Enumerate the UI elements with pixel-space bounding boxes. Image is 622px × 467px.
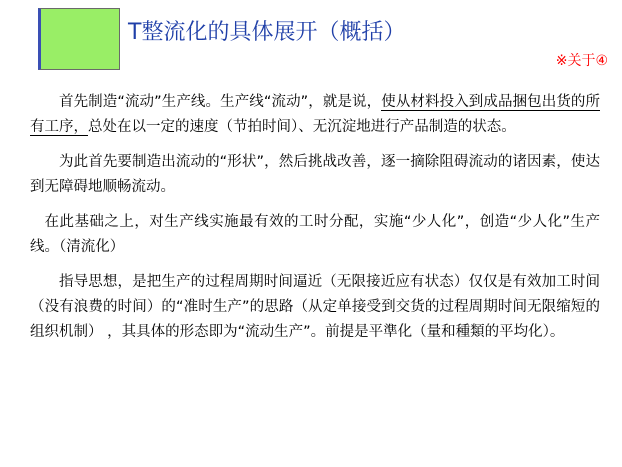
paragraph-4 (30, 270, 600, 345)
slide-body (30, 90, 600, 355)
slide-header (0, 0, 622, 86)
text-segment: 为此首先要制造出流动的“形状”，然后挑战改善，逐一摘除阻碍流动的诸因素，使达到无障碍地顺畅流动。 (30, 154, 600, 195)
slide-subtitle-note: ※关于④ (555, 53, 608, 69)
text-segment: 在此基础之上，对生产线实施最有效的工时分配，实施“少人化”，创造“少人化”生产线。（清流化） (30, 214, 600, 255)
text-segment: 首先制造“流动”生产线。生产线“流动”，就是说， (59, 94, 382, 110)
page-title: T整流化的具体展开（概括） (128, 20, 406, 45)
text-segment-underlined: 使从材料投入到成品捆包出货的所有工序， (30, 94, 601, 135)
paragraph-1 (30, 90, 600, 140)
green-logo-placeholder (38, 8, 120, 70)
text-segment: 总处在以一定的速度（节拍时间）、无沉淀地进行产品制造的状态。 (88, 119, 516, 135)
paragraph-3 (30, 210, 600, 260)
paragraph-2 (30, 150, 600, 200)
text-segment: 指导思想，是把生产的过程周期时间逼近（无限接近应有状态）仅仅是有效加工时间（没有浪费的时间）的“准时生产”的思路（从定单接受到交货的过程周期时间无限缩短的组织机制） ，其具体的形态即为“流动生产”。前提是平準化（量和種類的平均化）。 (30, 274, 600, 340)
